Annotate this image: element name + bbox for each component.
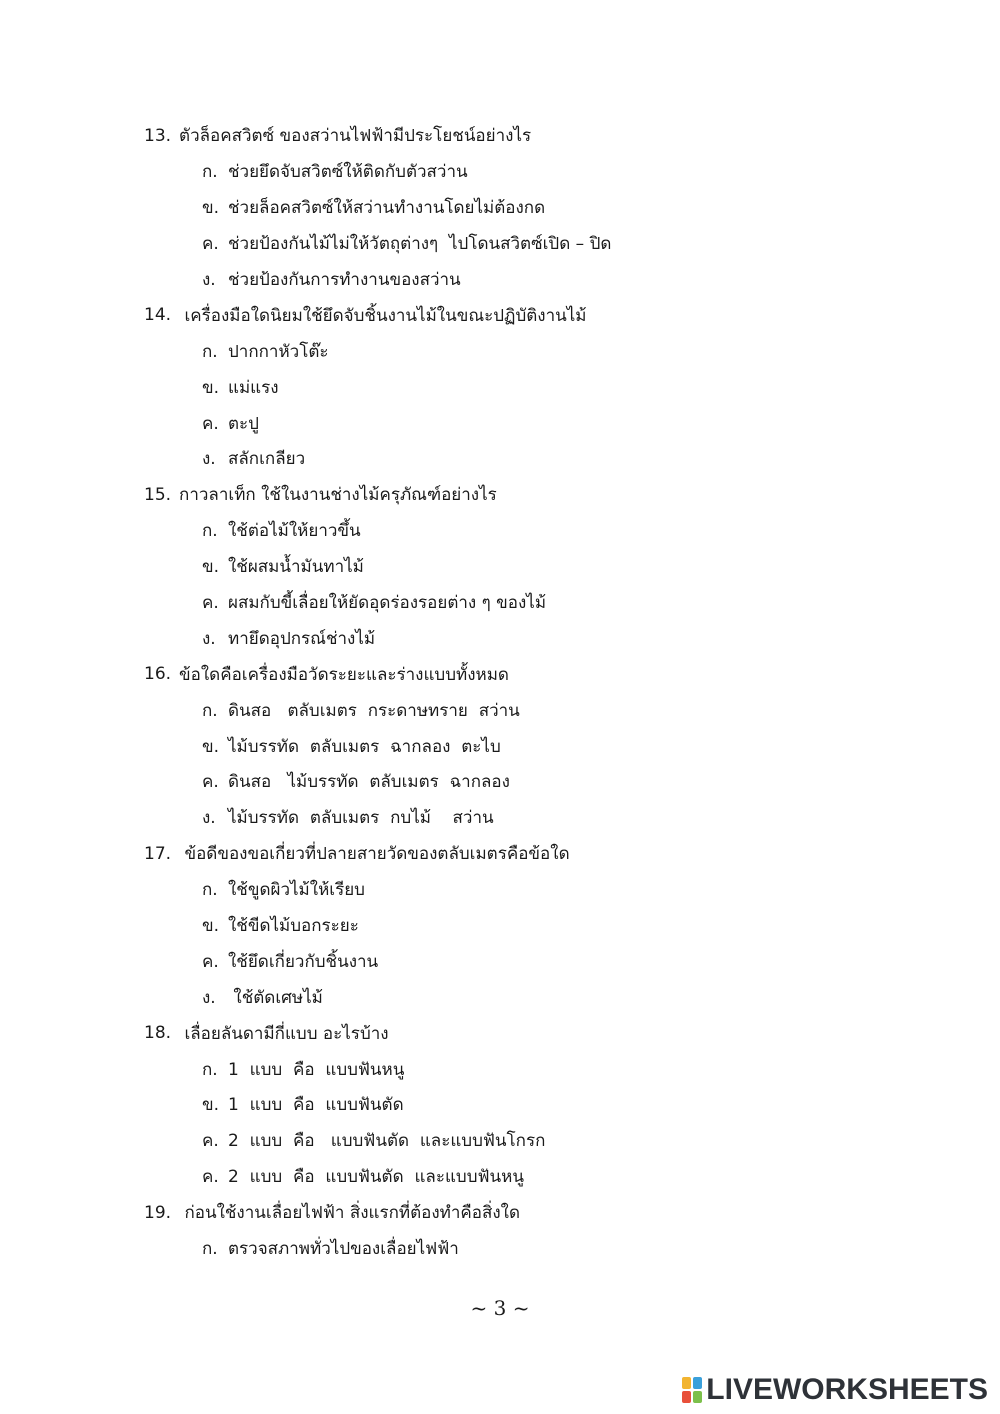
question-6 <box>0 1195 1000 1267</box>
option-text: ตรวจสภาพทั่วไปของเลื่อยไฟฟ้า <box>228 1239 459 1260</box>
option-letter: ง. <box>202 987 216 1008</box>
option-text: ช่วยล็อคสวิตซ์ให้สว่านทำงานโดยไม่ต้องกด <box>228 198 546 219</box>
question-number: 19. <box>144 1202 172 1223</box>
question-stem <box>0 477 1000 513</box>
answer-option[interactable] <box>0 369 1000 405</box>
question-text: ตัวล็อคสวิตซ์ ของสว่านไฟฟ้ามีประโยชน์อย่างไร <box>179 126 532 147</box>
option-text: ไม้บรรทัด ตลับเมตร กบไม้ สว่าน <box>228 808 494 829</box>
question-stem <box>0 1015 1000 1051</box>
question-0 <box>0 118 1000 297</box>
option-text: 1 แบบ คือ แบบฟันหนู <box>228 1059 405 1080</box>
question-2 <box>0 477 1000 656</box>
question-number: 14. <box>144 305 172 326</box>
option-letter: ง. <box>202 808 216 829</box>
answer-option[interactable] <box>0 1087 1000 1123</box>
option-letter: ง. <box>202 449 216 470</box>
answer-option[interactable] <box>0 872 1000 908</box>
option-letter: ค. <box>202 1131 219 1152</box>
question-stem <box>0 836 1000 872</box>
question-text: ข้อดีของขอเกี่ยวที่ปลายสายวัดของตลับเมตรคือข้อใด <box>179 844 570 865</box>
answer-option[interactable] <box>0 728 1000 764</box>
option-text: 1 แบบ คือ แบบฟันตัด <box>228 1095 404 1116</box>
question-1 <box>0 297 1000 476</box>
option-letter: ง. <box>202 628 216 649</box>
question-3 <box>0 656 1000 835</box>
option-letter: ก. <box>202 341 218 362</box>
answer-option[interactable] <box>0 405 1000 441</box>
option-letter: ข. <box>202 1095 220 1116</box>
answer-option[interactable] <box>0 943 1000 979</box>
option-text: สลักเกลียว <box>228 449 306 470</box>
option-letter: ก. <box>202 1239 218 1260</box>
option-letter: ค. <box>202 1167 219 1188</box>
worksheet-page <box>0 118 1000 1267</box>
option-letter: ข. <box>202 557 220 578</box>
answer-option[interactable] <box>0 154 1000 190</box>
option-text: ใช้ขูดผิวไม้ให้เรียบ <box>228 880 365 901</box>
option-text: ตะปู <box>228 413 259 434</box>
question-number: 18. <box>144 1023 172 1044</box>
option-letter: ก. <box>202 700 218 721</box>
answer-option[interactable] <box>0 226 1000 262</box>
question-4 <box>0 836 1000 1015</box>
page-number: ~ 3 ~ <box>470 1296 530 1320</box>
answer-option[interactable] <box>0 979 1000 1015</box>
option-letter: ข. <box>202 736 220 757</box>
answer-option[interactable] <box>0 1123 1000 1159</box>
answer-option[interactable] <box>0 262 1000 298</box>
option-text: ทายึดอุปกรณ์ช่างไม้ <box>228 628 376 649</box>
answer-option[interactable] <box>0 764 1000 800</box>
option-text: ช่วยป้องกันไม้ไม่ให้วัตถุต่างๆ ไปโดนสวิตซ์เปิด – ปิด <box>228 234 612 255</box>
option-letter: ข. <box>202 916 220 937</box>
question-number: 13. <box>144 125 172 146</box>
question-text: เครื่องมือใดนิยมใช้ยึดจับชิ้นงานไม้ในขณะปฏิบัติงานไม้ <box>179 305 587 326</box>
liveworksheets-brand <box>682 1373 988 1407</box>
option-text: แม่แรง <box>228 377 279 398</box>
question-text: เลื่อยลันดามีกี่แบบ อะไรบ้าง <box>179 1023 389 1044</box>
question-list <box>0 118 1000 1267</box>
question-stem <box>0 1195 1000 1231</box>
question-number: 15. <box>144 484 172 505</box>
option-letter: ก. <box>202 1059 218 1080</box>
option-letter: ค. <box>202 413 219 434</box>
option-letter: ค. <box>202 234 219 255</box>
question-text: กาวลาเท็ก ใช้ในงานช่างไม้ครุภัณฑ์อย่างไร <box>179 485 497 506</box>
answer-option[interactable] <box>0 441 1000 477</box>
option-text: ใช้ต่อไม้ให้ยาวขึ้น <box>228 521 361 542</box>
option-text: ใช้ยึดเกี่ยวกับชิ้นงาน <box>228 951 379 972</box>
question-stem <box>0 118 1000 154</box>
option-text: ปากกาหัวโต๊ะ <box>228 341 329 362</box>
option-text: 2 แบบ คือ แบบฟันตัด และแบบฟันโกรก <box>228 1131 546 1152</box>
answer-option[interactable] <box>0 549 1000 585</box>
answer-option[interactable] <box>0 190 1000 226</box>
answer-option[interactable] <box>0 800 1000 836</box>
option-letter: ก. <box>202 521 218 542</box>
option-text: ผสมกับขี้เลื่อยให้ยัดอุดร่องรอยต่าง ๆ ของไม้ <box>228 593 547 614</box>
answer-option[interactable] <box>0 692 1000 728</box>
option-text: ใช้ตัดเศษไม้ <box>228 987 323 1008</box>
option-letter: ข. <box>202 198 220 219</box>
option-letter: ก. <box>202 162 218 183</box>
option-text: ใช้ผสมน้ำมันทาไม้ <box>228 557 364 578</box>
answer-option[interactable] <box>0 908 1000 944</box>
option-text: ช่วยยึดจับสวิตซ์ให้ติดกับตัวสว่าน <box>228 162 468 183</box>
answer-option[interactable] <box>0 620 1000 656</box>
question-stem <box>0 656 1000 692</box>
question-text: ข้อใดคือเครื่องมือวัดระยะและร่างแบบทั้งหมด <box>179 664 509 685</box>
question-stem <box>0 297 1000 333</box>
liveworksheets-logo-icon <box>682 1377 702 1403</box>
logo-square-2 <box>693 1377 702 1389</box>
option-text: ไม้บรรทัด ตลับเมตร ฉากลอง ตะไบ <box>228 736 501 757</box>
logo-square-4 <box>693 1391 702 1403</box>
question-number: 17. <box>144 843 172 864</box>
answer-option[interactable] <box>0 1159 1000 1195</box>
option-letter: ค. <box>202 593 219 614</box>
option-text: 2 แบบ คือ แบบฟันตัด และแบบฟันหนู <box>228 1167 524 1188</box>
question-text: ก่อนใช้งานเลื่อยไฟฟ้า สิ่งแรกที่ต้องทำคือสิ่งใด <box>179 1203 521 1224</box>
logo-square-1 <box>682 1377 691 1389</box>
logo-square-3 <box>682 1391 691 1403</box>
question-5 <box>0 1015 1000 1194</box>
question-number: 16. <box>144 664 172 685</box>
brand-name: LIVEWORKSHEETS <box>706 1373 988 1406</box>
option-letter: ข. <box>202 377 220 398</box>
answer-option[interactable] <box>0 1231 1000 1267</box>
answer-option[interactable] <box>0 1051 1000 1087</box>
option-text: ใช้ขีดไม้บอกระยะ <box>228 916 359 937</box>
answer-option[interactable] <box>0 585 1000 621</box>
option-letter: ก. <box>202 880 218 901</box>
option-letter: ง. <box>202 270 216 290</box>
option-letter: ค. <box>202 772 219 793</box>
option-text: ดินสอ ตลับเมตร กระดาษทราย สว่าน <box>228 700 520 721</box>
answer-option[interactable] <box>0 333 1000 369</box>
option-text: ช่วยป้องกันการทำงานของสว่าน <box>228 270 461 290</box>
option-letter: ค. <box>202 951 219 972</box>
answer-option[interactable] <box>0 513 1000 549</box>
option-text: ดินสอ ไม้บรรทัด ตลับเมตร ฉากลอง <box>228 772 510 793</box>
